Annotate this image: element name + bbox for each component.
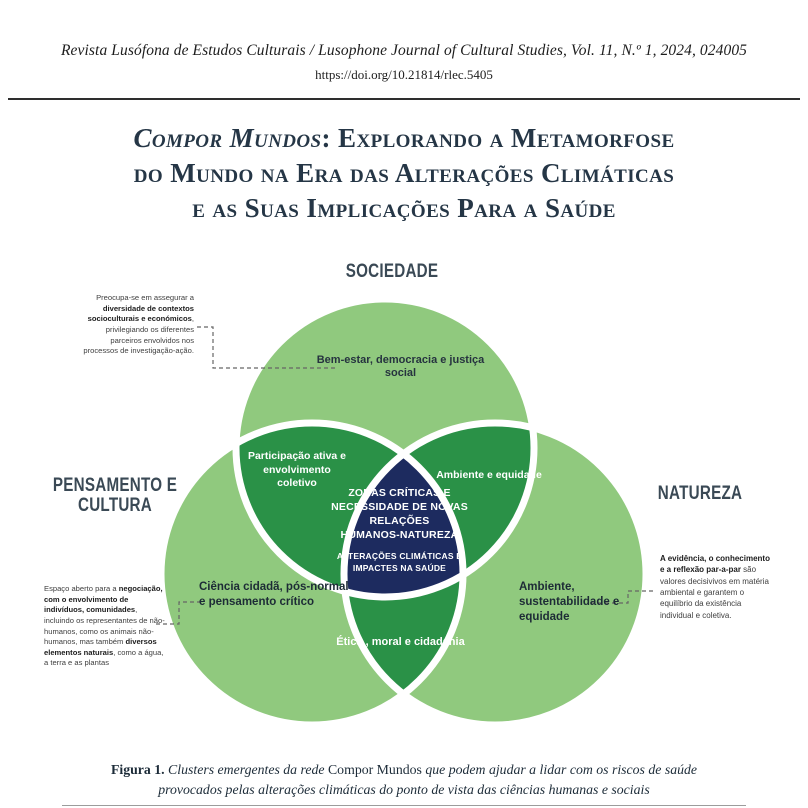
header-divider — [8, 98, 800, 100]
title-line3: e as Suas Implicações Para a Saúde — [192, 192, 616, 223]
annotation-bottom-left-bold1: negociação, com o envolvimento de indivíduos, comunidades — [44, 584, 163, 615]
caption-figure-label: Figura 1. — [110, 762, 165, 777]
annotation-right-bold: A evidência, o conhecimento e a reflexão par-a-par — [660, 554, 770, 575]
annotation-bottom-left-bold2: diversos elementos naturais — [44, 637, 157, 657]
caption-roman-part: Compor Mundos — [327, 762, 422, 777]
label-sociedade: SOCIEDADE — [345, 261, 439, 282]
region-text-ambiente-equidade: Ambiente e equidade — [436, 469, 542, 481]
venn-diagram — [0, 250, 808, 755]
caption-line2 — [54, 780, 754, 800]
page-bottom-divider — [62, 805, 746, 806]
center-sub-line-1: ALTERAÇÕES CLIMÁTICAS E — [336, 551, 463, 562]
journal-title-line: Revista Lusófona de Estudos Culturais / Lusophone Journal of Cultural Studies, Vol. 11, N.º 1, 2024, 024005 — [60, 42, 748, 59]
label-pensamento-e-cultura: PENSAMENTO E CULTURA — [52, 475, 178, 517]
annotation-bottom-left — [44, 584, 166, 669]
article-title — [0, 121, 808, 225]
figure-caption — [54, 760, 754, 799]
title-line1 — [0, 121, 808, 156]
annotation-top-left — [80, 293, 194, 357]
caption-text3: provocados pelas alterações climáticas do ponto de vista das ciências humanas e sociais — [158, 781, 650, 797]
annotation-bottom-left-text2: , incluindo os representantes de não-humanos, como os animais não-humanos, mas também — [44, 605, 165, 647]
annotation-top-left-text2: , privilegiando os diferentes parceiros envolvidos nos processos de investigação-ação. — [83, 314, 194, 356]
title-line2: do Mundo na Era das Alterações Climáticas — [133, 157, 675, 188]
doi-link[interactable]: https://doi.org/10.21814/rlec.5405 — [315, 67, 493, 82]
label-natureza: NATUREZA — [657, 483, 743, 504]
annotation-top-left-bold: diversidade de contextos socioculturais e económicos — [87, 303, 194, 324]
caption-text2: que podem ajudar a lidar com os riscos de saúde — [421, 762, 698, 777]
title-line1-rest: : Explorando a Metamorfose — [321, 123, 675, 153]
region-text-sustentabilidade: Ambiente, sustentabilidade e equidade — [519, 581, 620, 623]
region-text-participacao: Participação ativa e envolvimento coletivo — [247, 450, 347, 490]
center-line-1: ZONAS CRÍTICAS E — [348, 487, 451, 499]
title-italic-part: Compor Mundos — [133, 123, 322, 153]
caption-line1 — [54, 760, 754, 780]
center-line-2: NECESSIDADE DE NOVAS — [331, 501, 468, 514]
center-line-4: HUMANOS-NATUREZA — [340, 529, 459, 542]
center-line-3: RELAÇÕES — [369, 515, 430, 528]
center-main-lines — [317, 486, 482, 542]
annotation-right — [660, 553, 770, 621]
annotation-bottom-left-text: Espaço aberto para a — [44, 584, 119, 593]
region-text-sociedade: Bem-estar, democracia e justiça social — [316, 354, 485, 380]
region-text-center — [317, 486, 482, 574]
region-text-ciencia: Ciência cidadã, pós-normal e pensamento crítico — [199, 581, 349, 608]
region-text-etica: Ética , moral e cidadania — [336, 636, 465, 648]
annotation-right-text: são valores decisivivos em matéria ambiental e garantem o equilíbrio da existência individual e coletiva. — [660, 565, 769, 620]
annotation-bottom-left-text3: , como a água, a terra e as plantas — [44, 647, 164, 668]
annotation-top-left-text: Preocupa-se em assegurar a — [96, 293, 194, 302]
center-sub-lines — [317, 551, 482, 574]
caption-text1: Clusters emergentes da rede — [164, 762, 328, 777]
center-sub-line-2: IMPACTES NA SAÚDE — [352, 562, 447, 573]
